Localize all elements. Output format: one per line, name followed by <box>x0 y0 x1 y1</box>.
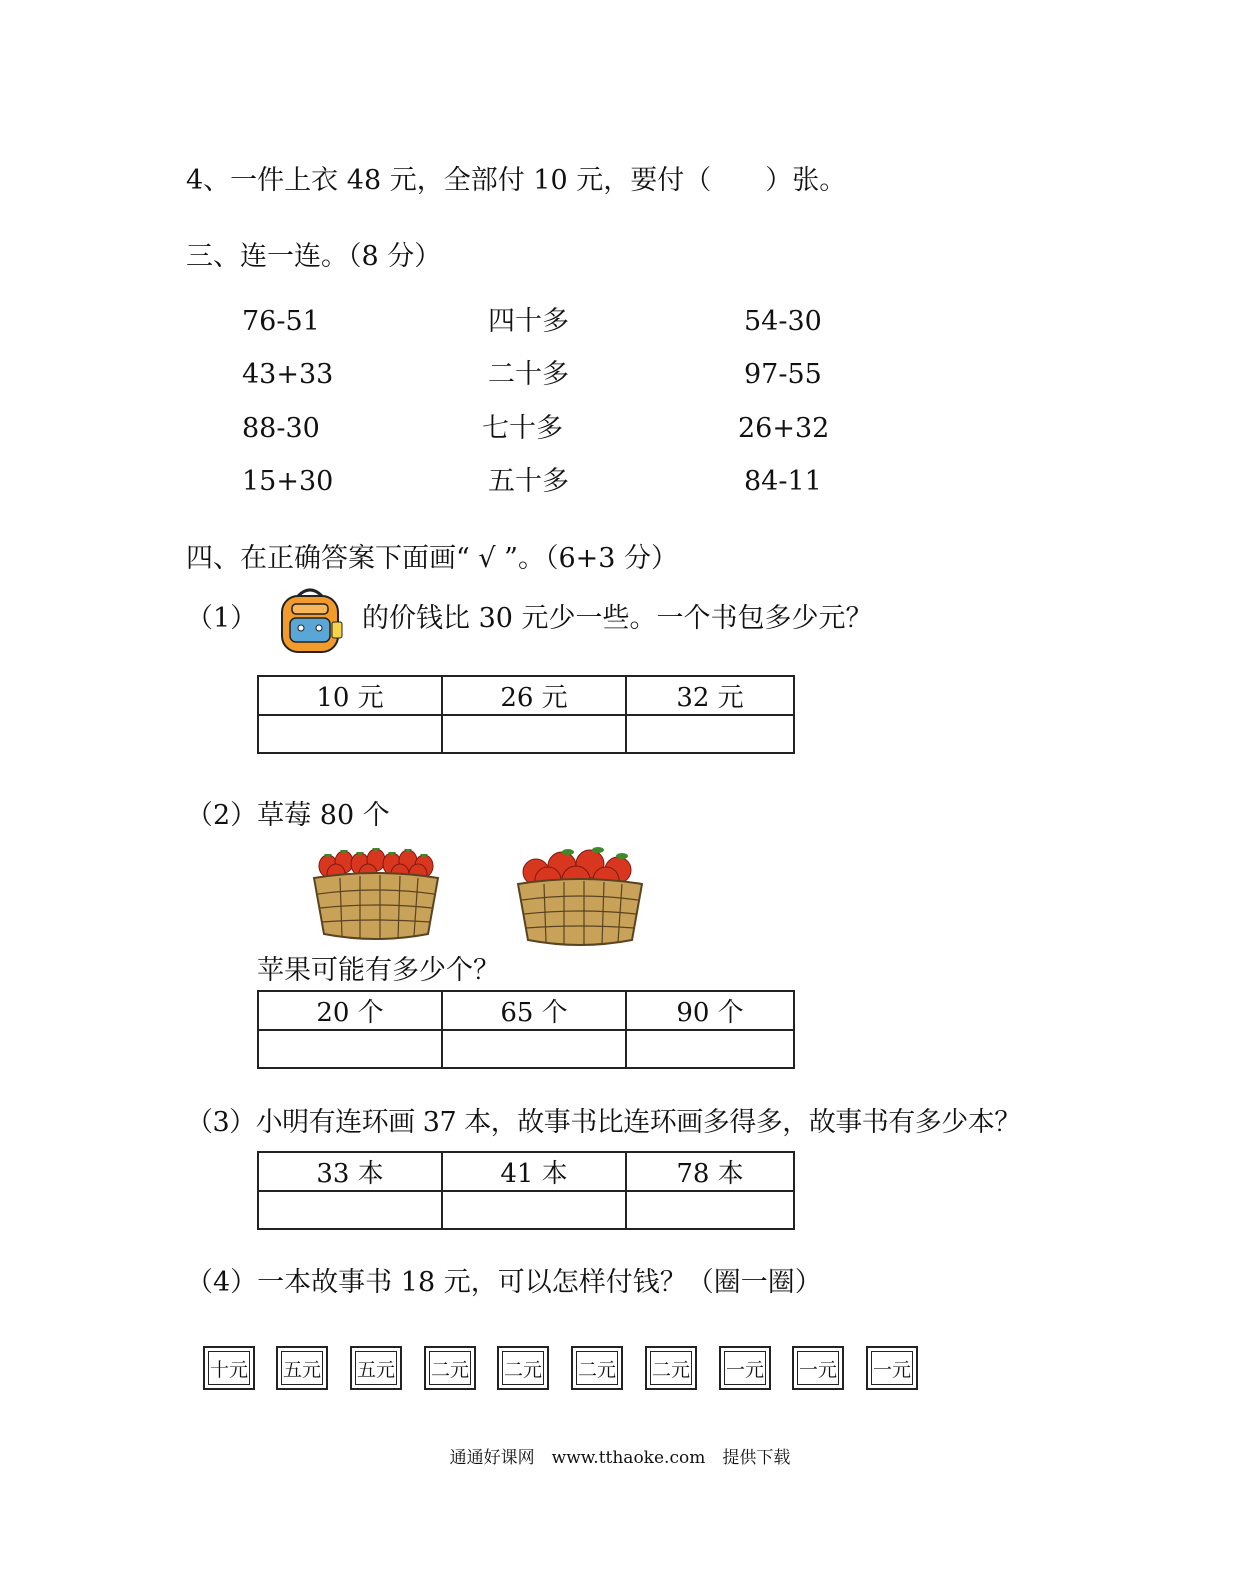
q2-check-cell-2[interactable] <box>442 1030 626 1068</box>
q2-option-1: 20 个 <box>258 991 442 1030</box>
q2-option-3: 90 个 <box>626 991 794 1030</box>
q2-check-cell-3[interactable] <box>626 1030 794 1068</box>
q4-line: 4、一件上衣 48 元，全部付 10 元，要付（ ）张。 <box>186 165 847 196</box>
apple-basket-icon <box>514 842 646 950</box>
q1-option-1: 10 元 <box>258 676 442 715</box>
match-left-4[interactable]: 15+30 <box>242 466 334 497</box>
money-note-label: 十元 <box>209 1358 248 1381</box>
money-note-label: 二元 <box>503 1358 542 1381</box>
q3-option-3: 78 本 <box>626 1152 794 1191</box>
match-left-3[interactable]: 88-30 <box>242 413 320 444</box>
q1-answer-table <box>257 675 795 754</box>
money-note-label: 一元 <box>798 1358 837 1381</box>
money-note-label: 二元 <box>430 1358 469 1381</box>
match-right-4[interactable]: 84-11 <box>744 466 822 497</box>
q1-check-cell-1[interactable] <box>258 715 442 753</box>
q1-check-cell-2[interactable] <box>442 715 626 753</box>
money-note-label: 五元 <box>282 1358 321 1381</box>
q3-option-1: 33 本 <box>258 1152 442 1191</box>
q1-text: 的价钱比 30 元少一些。一个书包多少元？ <box>362 603 873 634</box>
q3-check-cell-1[interactable] <box>258 1191 442 1229</box>
q1-prefix: （1） <box>186 603 258 634</box>
money-note-label: 二元 <box>577 1358 616 1381</box>
section3-title: 三、连一连。（8 分） <box>186 241 442 272</box>
match-right-3[interactable]: 26+32 <box>738 413 830 444</box>
q2-header: （2）草莓 80 个 <box>186 800 390 831</box>
q2-option-2: 65 个 <box>442 991 626 1030</box>
q3-text: （3）小明有连环画 37 本，故事书比连环画多得多，故事书有多少本？ <box>186 1107 1021 1138</box>
money-note-label: 一元 <box>725 1358 764 1381</box>
money-note-label: 二元 <box>651 1358 690 1381</box>
match-right-2[interactable]: 97-55 <box>744 359 822 390</box>
match-mid-4[interactable]: 五十多 <box>488 466 569 497</box>
money-note-label: 一元 <box>872 1358 911 1381</box>
q4-text: （4）一本故事书 18 元，可以怎样付钱？（圈一圈） <box>186 1267 822 1298</box>
section4-title: 四、在正确答案下面画“ √ ”。（6+3 分） <box>186 543 679 574</box>
q3-option-2: 41 本 <box>442 1152 626 1191</box>
money-note-9[interactable] <box>792 1346 844 1390</box>
q3-answer-table <box>257 1151 795 1230</box>
q1-check-cell-3[interactable] <box>626 715 794 753</box>
money-note-label: 五元 <box>356 1358 395 1381</box>
schoolbag-icon <box>274 586 346 656</box>
page-footer: 通通好课网 www.tthaoke.com 提供下载 <box>449 1448 791 1468</box>
money-note-7[interactable] <box>645 1346 697 1390</box>
q2-check-cell-1[interactable] <box>258 1030 442 1068</box>
match-mid-2[interactable]: 二十多 <box>488 359 569 390</box>
match-mid-1[interactable]: 四十多 <box>488 306 569 337</box>
money-note-10[interactable] <box>866 1346 918 1390</box>
money-note-1[interactable] <box>203 1346 255 1390</box>
q3-check-cell-2[interactable] <box>442 1191 626 1229</box>
q1-option-3: 32 元 <box>626 676 794 715</box>
money-note-3[interactable] <box>350 1346 402 1390</box>
q2-answer-table <box>257 990 795 1069</box>
money-note-4[interactable] <box>424 1346 476 1390</box>
q3-check-cell-3[interactable] <box>626 1191 794 1229</box>
strawberry-basket-icon <box>310 844 442 944</box>
money-note-8[interactable] <box>719 1346 771 1390</box>
match-left-1[interactable]: 76-51 <box>242 306 320 337</box>
q2-question: 苹果可能有多少个？ <box>257 955 500 986</box>
money-note-5[interactable] <box>497 1346 549 1390</box>
match-mid-3[interactable]: 七十多 <box>482 413 563 444</box>
match-right-1[interactable]: 54-30 <box>744 306 822 337</box>
q1-option-2: 26 元 <box>442 676 626 715</box>
money-note-2[interactable] <box>276 1346 328 1390</box>
money-note-6[interactable] <box>571 1346 623 1390</box>
match-left-2[interactable]: 43+33 <box>242 359 334 390</box>
